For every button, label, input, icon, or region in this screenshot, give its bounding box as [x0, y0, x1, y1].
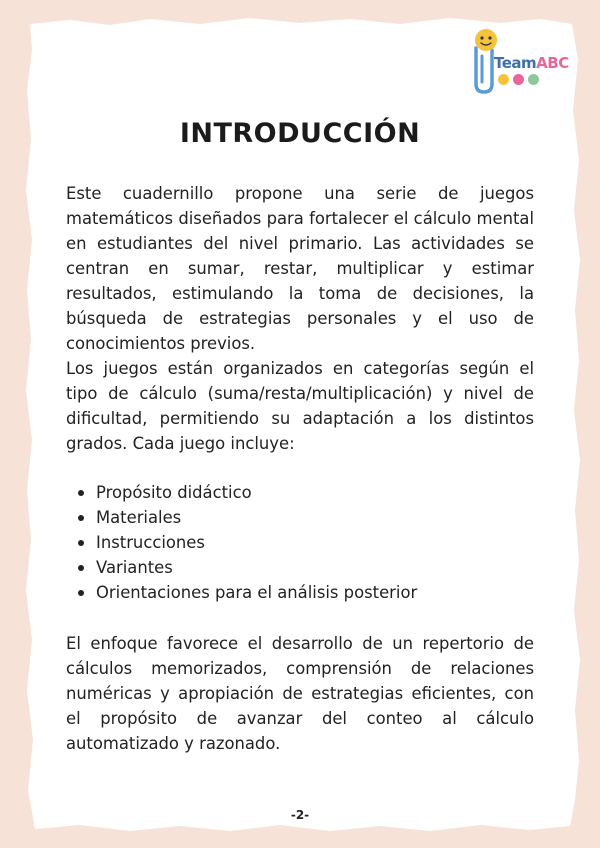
list-item: Materiales — [74, 505, 417, 530]
intro-paragraph-3: El enfoque favorece el desarrollo de un repertorio de cálculos memorizados, comprensión de relaciones numéricas y apropiación de estrategias eficientes, con el propósito de avanzar del conteo al cálculo automatizado y razonado. — [66, 634, 534, 753]
list-item: Propósito didáctico — [74, 480, 417, 505]
page-title: INTRODUCCIÓN — [179, 118, 421, 149]
logo-dot-yellow — [498, 74, 509, 85]
logo-dot-green — [528, 74, 539, 85]
intro-paragraph-1: Este cuadernillo propone una serie de juegos matemáticos diseñados para fortalecer el cálculo mental en estudiantes del nivel primario. Las actividades se centran en sumar, restar, multiplicar y estimar resultados, estimulando la toma de decisiones, la búsqueda de estrategias personales y el uso de conocimientos previos. — [66, 184, 534, 353]
team-abc-logo — [466, 26, 578, 96]
logo-dots — [498, 74, 539, 85]
list-item: Instrucciones — [74, 530, 417, 555]
page-number: -2- — [290, 808, 310, 822]
game-contents-list — [74, 480, 417, 605]
list-item: Variantes — [74, 555, 417, 580]
logo-dot-pink — [513, 74, 524, 85]
logo-wordmark — [494, 54, 569, 72]
logo-text: Team — [494, 54, 537, 72]
intro-paragraph-2: Los juegos están organizados en categorías según el tipo de cálculo (suma/resta/multiplicación) y nivel de dificultad, permitiendo su adaptación a los distintos grados. Cada juego incluye: — [66, 359, 534, 453]
logo-text-accent: ABC — [536, 54, 569, 72]
list-item: Orientaciones para el análisis posterior — [74, 580, 417, 605]
